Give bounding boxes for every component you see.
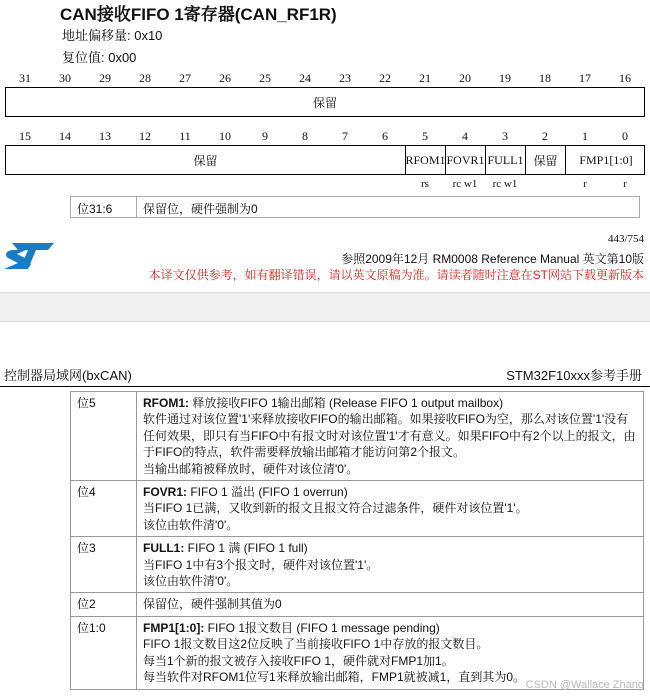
bit-number-28: 28 (139, 71, 151, 85)
access-fovr1: rc w1 (452, 178, 478, 190)
field-description-line: 当FIFO 1中有3个报文时，硬件对该位置'1'。 (143, 557, 379, 572)
table-row (71, 481, 644, 537)
bit-description: 保留位，硬件强制为0 (143, 202, 258, 216)
bit-number-10: 10 (219, 129, 231, 143)
bit-number-22: 22 (379, 71, 391, 85)
translation-warning: 本译文仅供参考，如有翻译错误，请以英文原稿为准。请读者随时注意在ST网站下载更新版本 (148, 268, 644, 282)
bit-number-12: 12 (139, 129, 151, 143)
bit-number-8: 8 (302, 129, 308, 143)
bit-number-20: 20 (459, 71, 471, 85)
bit-number-17: 17 (579, 71, 591, 85)
section-name: 控制器局域网(bxCAN) (4, 368, 132, 383)
field-rfom1: RFOM1 (406, 146, 446, 174)
bit-number-1: 1 (582, 129, 588, 143)
bit-detail (137, 537, 644, 593)
bit-description-row (70, 196, 640, 218)
bit-number-9: 9 (262, 129, 268, 143)
field-fovr1: FOVR1 (446, 146, 486, 174)
access-fmp1-bit0: r (623, 178, 627, 190)
bit-number-29: 29 (99, 71, 111, 85)
field-title: FIFO 1报文数目 (FIFO 1 message pending) (204, 620, 440, 635)
bit-number-25: 25 (259, 71, 271, 85)
st-logo-icon (2, 241, 56, 271)
bit-position: 位3 (71, 537, 137, 593)
bit-number-19: 19 (499, 71, 511, 85)
bit-number-30: 30 (59, 71, 71, 85)
field-heading (143, 620, 638, 636)
field-title: 释放接收FIFO 1输出邮箱 (Release FIFO 1 output mailbox) (189, 396, 504, 410)
field-heading (143, 395, 638, 411)
page-separator (0, 292, 650, 322)
bit-number-6: 6 (382, 129, 388, 143)
bit-number-3: 3 (502, 129, 508, 143)
page-number: 443/754 (607, 233, 644, 245)
bit-detail (137, 593, 644, 616)
access-rfom1: rs (421, 178, 429, 190)
field-fmp1: FMP1[1:0] (579, 152, 633, 167)
bit-position: 位4 (71, 481, 137, 537)
field-title: 保留位，硬件强制其值为0 (143, 597, 282, 612)
reference-line: 参照2009年12月 RM0008 Reference Manual 英文第10版 (341, 252, 644, 266)
bit-number-21: 21 (419, 71, 431, 85)
field-heading (143, 596, 638, 612)
bit-number-14: 14 (59, 129, 71, 143)
field-name: FOVR1: (143, 485, 188, 500)
field-description-line: 该位由软件清'0'。 (143, 574, 239, 589)
register-upper-row (5, 87, 645, 117)
csdn-watermark: CSDN @Wallace Zhang (525, 679, 644, 691)
bit-number-15: 15 (19, 129, 31, 143)
field-title: FIFO 1 满 (FIFO 1 full) (184, 541, 308, 556)
field-description-line: 该位由软件清'0'。 (143, 517, 239, 532)
bit-number-23: 23 (339, 71, 351, 85)
field-description-line: 当输出邮箱被释放时，硬件对该位清'0'。 (143, 461, 359, 476)
bit-number-5: 5 (422, 129, 428, 143)
bit-position: 位2 (71, 593, 137, 616)
bit-number-16: 16 (619, 71, 631, 85)
bit-position: 位5 (71, 392, 137, 481)
bit-number-7: 7 (342, 129, 348, 143)
bit-detail (137, 481, 644, 537)
table-row (71, 593, 644, 616)
table-row (71, 392, 644, 481)
header-rule (0, 386, 650, 387)
bit-detail (137, 392, 644, 481)
field-reserved-bit2: 保留 (526, 146, 566, 174)
field-description-line: 每当1个新的报文被存入接收FIFO 1，硬件就对FMP1加1。 (143, 653, 454, 668)
bit-number-26: 26 (219, 71, 231, 85)
reserved-field-upper: 保留 (312, 95, 337, 110)
field-name: FMP1[1:0]: (143, 620, 205, 635)
bit-number-0: 0 (622, 129, 628, 143)
reset-value: 复位值: 0x00 (62, 50, 137, 65)
field-description-line: 每当软件对RFOM1位写1来释放输出邮箱，FMP1就被减1，直到其为0。 (143, 670, 526, 685)
bit-number-24: 24 (299, 71, 311, 85)
field-name: RFOM1: (143, 396, 189, 410)
bit-number-13: 13 (99, 129, 111, 143)
register-title: CAN接收FIFO 1寄存器(CAN_RF1R) (60, 5, 337, 24)
bit-number-18: 18 (539, 71, 551, 85)
address-offset: 地址偏移量: 0x10 (62, 28, 163, 43)
access-fmp1-bit1: r (583, 178, 587, 190)
field-full1: FULL1 (486, 146, 526, 174)
field-title: FIFO 1 溢出 (FIFO 1 overrun) (187, 485, 348, 500)
field-description-line: FIFO 1报文数目这2位反映了当前接收FIFO 1中存放的报文数目。 (143, 637, 489, 652)
manual-name: STM32F10xxx参考手册 (506, 368, 642, 383)
table-row (71, 537, 644, 593)
bit-number-31: 31 (19, 71, 31, 85)
field-heading (143, 540, 638, 556)
reserved-field-lower: 保留 (6, 146, 406, 174)
bit-label: 位31:6 (71, 197, 137, 217)
field-description-line: 软件通过对该位置'1'来释放接收FIFO的输出邮箱。如果接收FIFO为空，那么对该位置'1'没有任何效果，即只有当FIFO中有报文时对该位置'1'才有意义。如果FIFO中有2个以上的报文，由于FIFO的特点，软件需要释放输出邮箱才能访问第2个报文。 (143, 412, 636, 460)
field-heading (143, 484, 638, 500)
bit-number-4: 4 (462, 129, 468, 143)
bit-number-27: 27 (179, 71, 191, 85)
bit-description-table (70, 391, 644, 690)
field-name: FULL1: (143, 541, 185, 556)
bit-position: 位1:0 (71, 616, 137, 689)
field-description-line: 当FIFO 1已满，又收到新的报文且报文符合过滤条件，硬件对该位置'1'。 (143, 501, 528, 516)
access-full1: rc w1 (492, 178, 518, 190)
register-lower-row (5, 145, 645, 175)
bit-number-2: 2 (542, 129, 548, 143)
bit-number-11: 11 (179, 129, 191, 143)
